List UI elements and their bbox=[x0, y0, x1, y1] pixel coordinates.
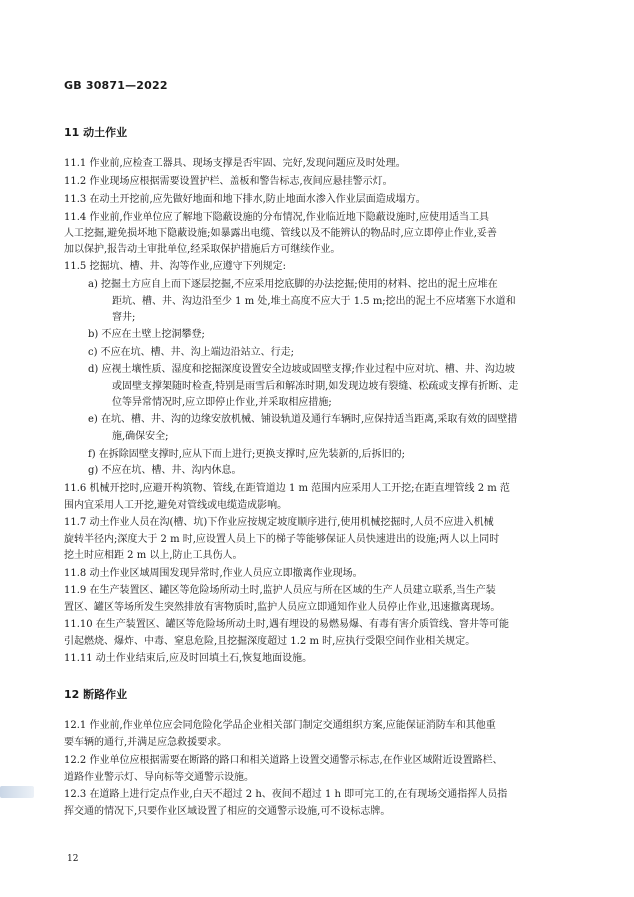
list-item-d-cont: 位等异常情况时,应立即停止作业,并采取相应措施; bbox=[112, 397, 332, 408]
clause-11-10-cont: 引起燃烧、爆炸、中毒、窒息危险,且挖掘深度超过 1.2 m 时,应执行受限空间作业相关规定。 bbox=[64, 636, 476, 647]
list-item-c: c) 不应在坑、槽、井、沟上端边沿站立、行走; bbox=[88, 347, 295, 358]
list-item-e-cont: 施,确保安全; bbox=[112, 431, 169, 442]
list-item-b: b) 不应在土壁上挖洞攀登; bbox=[88, 329, 205, 340]
clause-11-6-cont: 围内宜采用人工开挖,避免对管线或电缆造成影响。 bbox=[64, 500, 288, 511]
list-item-d-cont: 或固壁支撑架随时检查,特别是雨雪后和解冻时期,如发现边坡有裂缝、松疏或支撑有折断、走 bbox=[112, 381, 519, 392]
clause-11-4-cont: 加以保护,报告动土审批单位,经采取保护措施后方可继续作业。 bbox=[64, 244, 341, 255]
side-marker bbox=[0, 786, 34, 798]
standard-code: GB 30871—2022 bbox=[64, 79, 168, 92]
page-number: 12 bbox=[67, 854, 79, 864]
list-item-g: g) 不应在坑、槽、井、沟内休息。 bbox=[88, 465, 242, 476]
list-item-a-cont: 窨井; bbox=[112, 312, 136, 323]
list-item-e: e) 在坑、槽、井、沟的边缘安放机械、铺设轨道及通行车辆时,应保持适当距离,采取有效的固壁措 bbox=[88, 414, 518, 425]
clause-11-9-cont: 置区、罐区等场所发生突然排放有害物质时,监护人员应立即通知作业人员停止作业,迅速撤离现场。 bbox=[64, 602, 501, 613]
clause-11-6: 11.6 机械开挖时,应避开构筑物、管线,在距管道边 1 m 范围内应采用人工开挖;在距直埋管线 2 m 范 bbox=[64, 483, 510, 494]
list-item-f: f) 在拆除固壁支撑时,应从下而上进行;更换支撑时,应先装新的,后拆旧的; bbox=[88, 449, 406, 460]
list-item-a-cont: 距坑、槽、井、沟边沿至少 1 m 处,堆土高度不应大于 1.5 m;挖出的泥土不应堵塞下水道和 bbox=[112, 296, 516, 307]
clause-12-2: 12.2 作业单位应根据需要在断路的路口和相关道路上设置交通警示标志,在作业区域附近设置路栏、 bbox=[64, 755, 503, 766]
clause-11-1: 11.1 作业前,应检查工器具、现场支撑是否牢固、完好,发现问题应及时处理。 bbox=[64, 158, 406, 169]
clause-11-4: 11.4 作业前,作业单位应了解地下隐蔽设施的分布情况,作业临近地下隐蔽设施时,应使用适当工具 bbox=[64, 212, 489, 223]
clause-11-7-cont: 旋转半径内;深度大于 2 m 时,应设置人员上下的梯子等能够保证人员快速进出的设施;两人以上同时 bbox=[64, 534, 500, 545]
clause-11-7-cont: 挖土时应相距 2 m 以上,防止工具伤人。 bbox=[64, 550, 243, 561]
section-12-title: 12 断路作业 bbox=[64, 688, 128, 701]
clause-11-4-cont: 人工挖掘,避免损坏地下隐蔽设施;如暴露出电缆、管线以及不能辨认的物品时,应立即停止作业,妥善 bbox=[64, 228, 497, 239]
clause-11-8: 11.8 动土作业区域周围发现异常时,作业人员应立即撤离作业现场。 bbox=[64, 568, 363, 579]
clause-11-9: 11.9 在生产装置区、罐区等危险场所动土时,监护人员应与所在区域的生产人员建立联系,当生产装 bbox=[64, 585, 496, 596]
clause-12-1: 12.1 作业前,作业单位应会同危险化学品企业相关部门制定交通组织方案,应能保证消防车和其他重 bbox=[64, 720, 496, 731]
section-11-title: 11 动土作业 bbox=[64, 126, 128, 139]
clause-11-7: 11.7 动土作业人员在沟(槽、坑)下作业应按规定坡度顺序进行,使用机械挖掘时,人员不应进入机械 bbox=[64, 517, 494, 528]
clause-12-2-cont: 道路作业警示灯、导向标等交通警示设施。 bbox=[64, 772, 254, 783]
clause-11-3: 11.3 在动土开挖前,应先做好地面和地下排水,防止地面水渗入作业层面造成塌方。 bbox=[64, 194, 426, 205]
clause-11-10: 11.10 在生产装置区、罐区等危险场所动土时,遇有埋设的易燃易爆、有毒有害介质管线、窨井等可能 bbox=[64, 619, 509, 630]
clause-11-5: 11.5 挖掘坑、槽、井、沟等作业,应遵守下列规定: bbox=[64, 261, 286, 272]
list-item-d: d) 应视土壤性质、湿度和挖掘深度设置安全边坡或固壁支撑;作业过程中应对坑、槽、井、沟边坡 bbox=[88, 364, 515, 375]
list-item-a: a) 挖掘土方应自上而下逐层挖掘,不应采用挖底脚的办法挖掘;使用的材料、挖出的泥土应堆在 bbox=[88, 279, 498, 290]
clause-12-3: 12.3 在道路上进行定点作业,白天不超过 2 h、夜间不超过 1 h 即可完工的,在有现场交通指挥人员指 bbox=[64, 789, 508, 800]
clause-11-11: 11.11 动土作业结束后,应及时回填土石,恢复地面设施。 bbox=[64, 653, 313, 664]
clause-11-2: 11.2 作业现场应根据需要设置护栏、盖板和警告标志,夜间应悬挂警示灯。 bbox=[64, 176, 393, 187]
clause-12-1-cont: 要车辆的通行,并满足应急救援要求。 bbox=[64, 737, 228, 748]
clause-12-3-cont: 挥交通的情况下,只要作业区域设置了相应的交通警示设施,可不设标志牌。 bbox=[64, 806, 391, 817]
